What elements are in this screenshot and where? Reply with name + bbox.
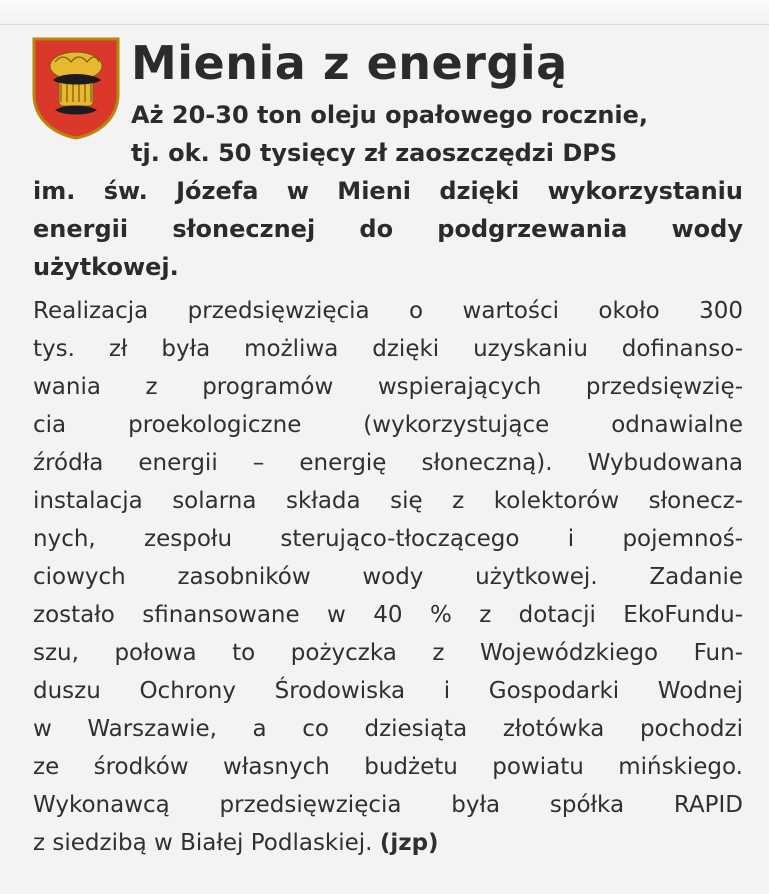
lead-line: Aż 20-30 ton oleju opałowego rocznie, bbox=[131, 101, 649, 129]
body-line: duszu Ochrony Środowiska i Gospodarki Wodnej bbox=[33, 678, 743, 704]
body-line: Wykonawcą przedsięwzięcia była spółka RAPID bbox=[33, 792, 743, 818]
body-line: w Warszawie, a co dziesiąta złotówka pochodzi bbox=[33, 716, 743, 742]
author-signature: (jzp) bbox=[379, 830, 439, 856]
body-line: ciowych zasobników wody użytkowej. Zadanie bbox=[33, 564, 743, 590]
body-line: zostało sfinansowane w 40 % z dotacji EkoFundu- bbox=[33, 602, 743, 628]
body-line: Realizacja przedsięwzięcia o wartości około 300 bbox=[33, 298, 743, 324]
body-line: nych, zespołu sterująco-tłoczącego i pojemnoś- bbox=[33, 526, 743, 552]
final-line-text: z siedzibą w Białej Podlaskiej. bbox=[33, 830, 373, 856]
article-body bbox=[33, 292, 743, 862]
body-line: instalacja solarna składa się z kolektorów słonecz- bbox=[33, 488, 743, 514]
body-line: cia proekologiczne (wykorzystujące odnawialne bbox=[33, 412, 743, 438]
body-line: źródła energii – energię słoneczną). Wybudowana bbox=[33, 450, 743, 476]
lead-line: tj. ok. 50 tysięcy zł zaoszczędzi DPS bbox=[131, 139, 618, 167]
lead-line: im. św. Józefa w Mieni dzięki wykorzystaniu bbox=[33, 177, 743, 205]
body-line: wania z programów wspierających przedsięwzię- bbox=[33, 374, 743, 400]
body-final-line bbox=[33, 824, 743, 862]
body-line: szu, połowa to pożyczka z Wojewódzkiego Fun- bbox=[33, 640, 743, 666]
article-lead bbox=[33, 96, 743, 286]
article-title: Mienia z energią bbox=[131, 36, 568, 90]
lead-line: energii słonecznej do podgrzewania wody bbox=[33, 215, 743, 243]
page-edge bbox=[0, 0, 769, 25]
body-line: tys. zł była możliwa dzięki uzyskaniu dofinanso- bbox=[33, 336, 743, 362]
lead-line: użytkowej. bbox=[33, 253, 179, 281]
body-line: ze środków własnych budżetu powiatu mińskiego. bbox=[33, 754, 743, 780]
